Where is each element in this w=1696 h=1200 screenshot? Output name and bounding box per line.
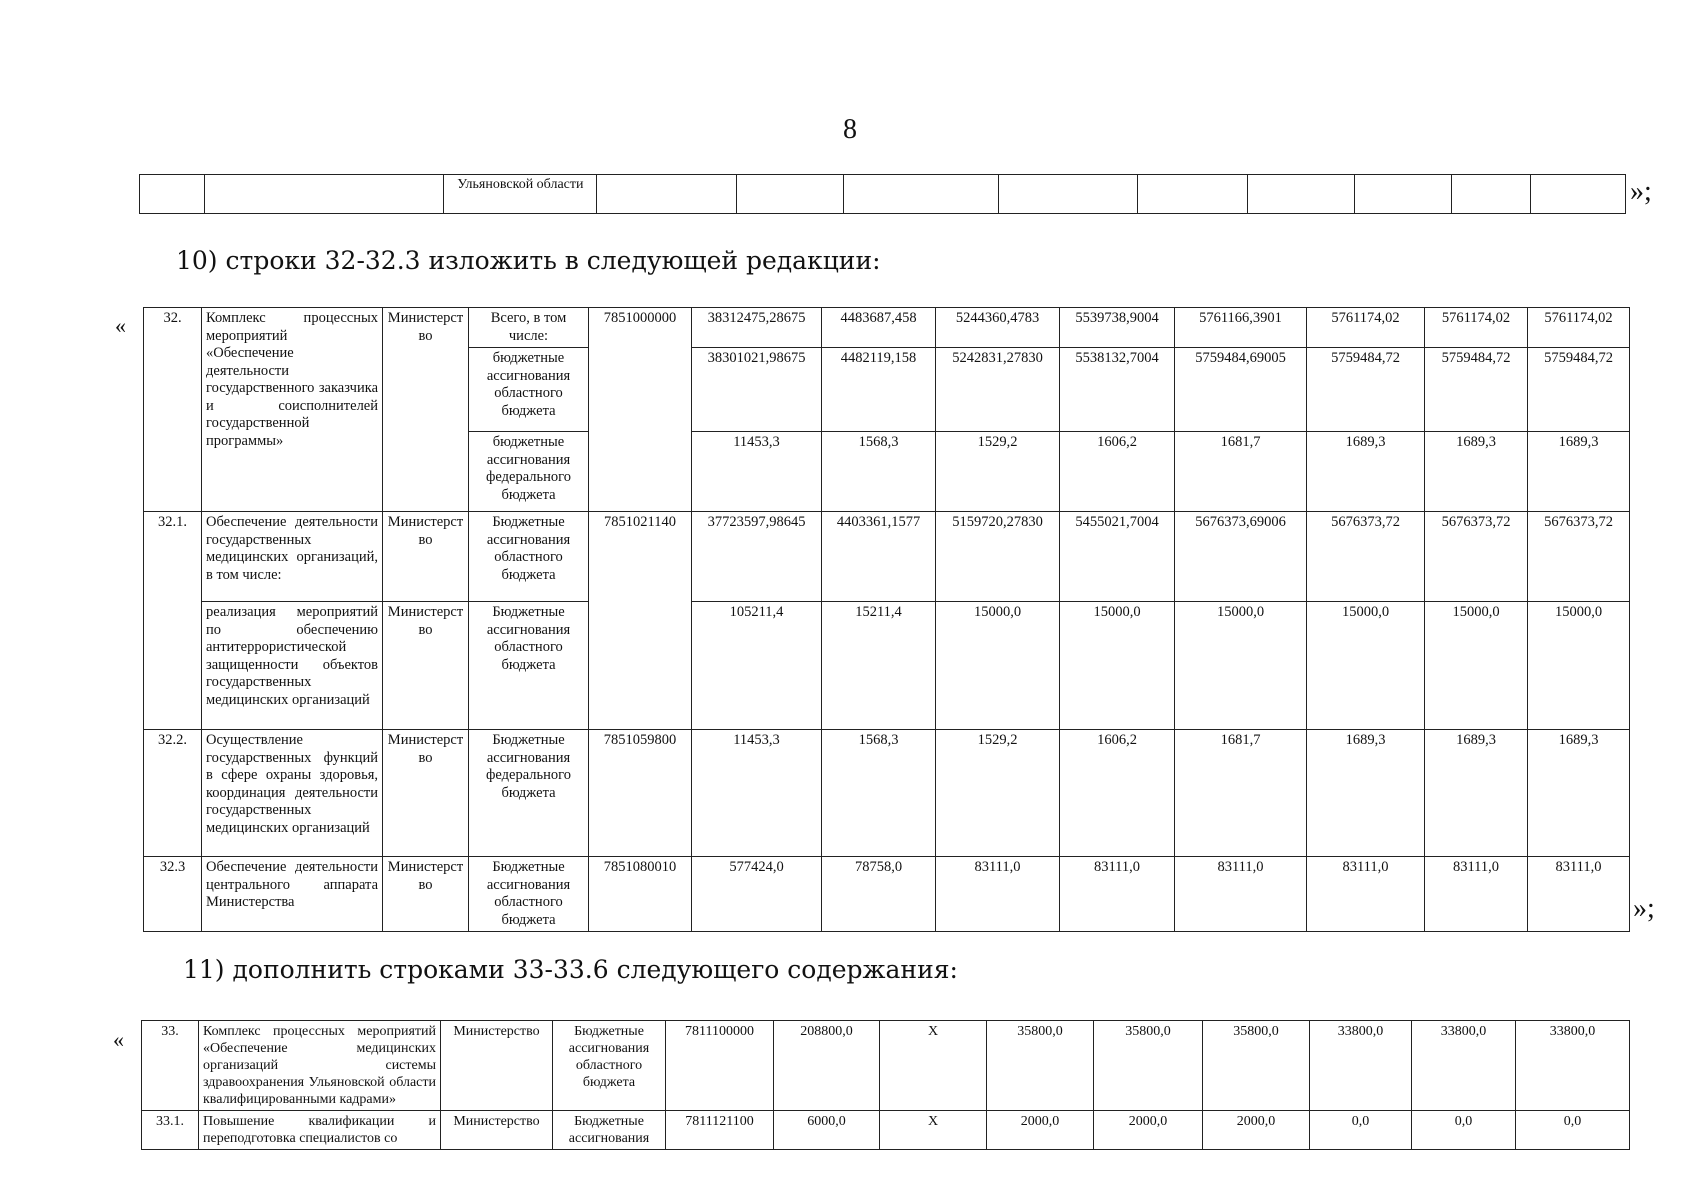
closing-quote: »; bbox=[1633, 893, 1655, 924]
table-row bbox=[144, 857, 1630, 932]
responsible-party: Министерство bbox=[383, 602, 469, 730]
row-name: Обеспечение деятельности государственных медицинских организаций, в том числе: bbox=[202, 512, 383, 602]
value-cell: 83111,0 bbox=[936, 857, 1060, 932]
value-cell: 1568,3 bbox=[822, 730, 936, 857]
value-cell: 1606,2 bbox=[1060, 432, 1175, 512]
value-cell: 1689,3 bbox=[1425, 730, 1528, 857]
source-label: бюджетные ассигнования областного бюджета bbox=[469, 348, 589, 432]
budget-code: 7811121100 bbox=[666, 1111, 774, 1150]
value-cell: 5761174,02 bbox=[1528, 308, 1630, 348]
value-cell: 1689,3 bbox=[1425, 432, 1528, 512]
value-cell: 83111,0 bbox=[1425, 857, 1528, 932]
table-row bbox=[142, 1111, 1630, 1150]
value-cell: 1529,2 bbox=[936, 730, 1060, 857]
value-cell: 15000,0 bbox=[1528, 602, 1630, 730]
value-cell: 0,0 bbox=[1516, 1111, 1630, 1150]
row-name: реализация мероприятий по обеспечению антитеррористической защищенности объектов государственных медицинских организаций bbox=[202, 602, 383, 730]
value-cell: 5244360,4783 bbox=[936, 308, 1060, 348]
source-label: бюджетные ассигнования федерального бюджета bbox=[469, 432, 589, 512]
value-cell: 1529,2 bbox=[936, 432, 1060, 512]
value-cell: 4483687,458 bbox=[822, 308, 936, 348]
source-label: Бюджетные ассигнования областного бюджета bbox=[469, 512, 589, 602]
value-cell: 577424,0 bbox=[692, 857, 822, 932]
table-row bbox=[144, 512, 1630, 602]
source-label: Всего, в том числе: bbox=[469, 308, 589, 348]
row-number: 32.2. bbox=[144, 730, 202, 857]
source-label: Бюджетные ассигнования областного бюджета bbox=[469, 602, 589, 730]
value-cell: 2000,0 bbox=[1203, 1111, 1310, 1150]
row-number: 33. bbox=[142, 1021, 199, 1111]
value-cell: 35800,0 bbox=[1203, 1021, 1310, 1111]
value-cell: 5761174,02 bbox=[1307, 308, 1425, 348]
value-cell: 38312475,28675 bbox=[692, 308, 822, 348]
row-name: Обеспечение деятельности центрального аппарата Министерства bbox=[202, 857, 383, 932]
value-cell: 15000,0 bbox=[936, 602, 1060, 730]
value-cell: 15000,0 bbox=[1175, 602, 1307, 730]
budget-code: 7851080010 bbox=[589, 857, 692, 932]
row-number: 33.1. bbox=[142, 1111, 199, 1150]
row-number: 32. bbox=[144, 308, 202, 512]
row-name: Повышение квалификации и переподготовка специалистов со bbox=[199, 1111, 441, 1150]
table-cell: Ульяновской области bbox=[444, 175, 597, 214]
row-number: 32.1. bbox=[144, 512, 202, 730]
value-cell: 1681,7 bbox=[1175, 432, 1307, 512]
responsible-party: Министерство bbox=[383, 857, 469, 932]
row-name: Осуществление государственных функций в сфере охраны здоровья, координация деятельности государственных медицинских организаций bbox=[202, 730, 383, 857]
value-cell: 5676373,72 bbox=[1528, 512, 1630, 602]
source-label: Бюджетные ассигнования федерального бюджета bbox=[469, 730, 589, 857]
table-row bbox=[140, 175, 1626, 214]
value-cell: 5242831,27830 bbox=[936, 348, 1060, 432]
budget-code: 7851059800 bbox=[589, 730, 692, 857]
value-cell: 11453,3 bbox=[692, 730, 822, 857]
value-cell: 33800,0 bbox=[1412, 1021, 1516, 1111]
value-cell: 83111,0 bbox=[1060, 857, 1175, 932]
value-cell: 0,0 bbox=[1412, 1111, 1516, 1150]
value-cell: 5676373,69006 bbox=[1175, 512, 1307, 602]
row-number: 32.3 bbox=[144, 857, 202, 932]
table-row bbox=[142, 1021, 1630, 1111]
previous-table-fragment bbox=[139, 174, 1626, 214]
section-heading-11: 11) дополнить строками 33-33.6 следующего содержания: bbox=[183, 955, 958, 984]
value-cell: 35800,0 bbox=[987, 1021, 1094, 1111]
value-cell: 4403361,1577 bbox=[822, 512, 936, 602]
value-cell: 37723597,98645 bbox=[692, 512, 822, 602]
value-cell: 15000,0 bbox=[1425, 602, 1528, 730]
source-label: Бюджетные ассигнования областного бюджета bbox=[469, 857, 589, 932]
value-cell: 83111,0 bbox=[1528, 857, 1630, 932]
value-cell: 1606,2 bbox=[1060, 730, 1175, 857]
value-cell: 33800,0 bbox=[1516, 1021, 1630, 1111]
budget-table-33 bbox=[141, 1020, 1630, 1150]
section-heading-10: 10) строки 32-32.3 изложить в следующей редакции: bbox=[176, 246, 881, 275]
row-name: Комплекс процессных мероприятий «Обеспечение медицинских организаций системы здравоохранения Ульяновской области квалифицированными кадрами» bbox=[199, 1021, 441, 1111]
value-cell: 15000,0 bbox=[1060, 602, 1175, 730]
value-cell: 15000,0 bbox=[1307, 602, 1425, 730]
value-cell: 33800,0 bbox=[1310, 1021, 1412, 1111]
opening-quote: « bbox=[115, 313, 126, 338]
closing-quote: »; bbox=[1630, 176, 1652, 207]
value-cell: 78758,0 bbox=[822, 857, 936, 932]
value-cell: 2000,0 bbox=[1094, 1111, 1203, 1150]
responsible-party: Министерство bbox=[441, 1111, 553, 1150]
value-cell: 5676373,72 bbox=[1425, 512, 1528, 602]
value-cell: 83111,0 bbox=[1307, 857, 1425, 932]
budget-code: 7811100000 bbox=[666, 1021, 774, 1111]
budget-code: 7851021140 bbox=[589, 512, 692, 730]
value-cell: 11453,3 bbox=[692, 432, 822, 512]
value-cell: 15211,4 bbox=[822, 602, 936, 730]
value-cell: 5676373,72 bbox=[1307, 512, 1425, 602]
value-cell: 5761166,3901 bbox=[1175, 308, 1307, 348]
opening-quote: « bbox=[113, 1027, 124, 1052]
source-label: Бюджетные ассигнования bbox=[553, 1111, 666, 1150]
value-cell: 1681,7 bbox=[1175, 730, 1307, 857]
value-cell: 1689,3 bbox=[1528, 432, 1630, 512]
value-cell: 1689,3 bbox=[1307, 730, 1425, 857]
value-cell: 0,0 bbox=[1310, 1111, 1412, 1150]
value-cell: 35800,0 bbox=[1094, 1021, 1203, 1111]
value-cell: 5759484,72 bbox=[1425, 348, 1528, 432]
value-cell: 5761174,02 bbox=[1425, 308, 1528, 348]
value-cell: 2000,0 bbox=[987, 1111, 1094, 1150]
table-row bbox=[144, 730, 1630, 857]
source-label: Бюджетные ассигнования областного бюджета bbox=[553, 1021, 666, 1111]
value-cell: 4482119,158 bbox=[822, 348, 936, 432]
budget-table-32 bbox=[143, 307, 1630, 932]
page-number: 8 bbox=[843, 114, 857, 145]
value-cell: 5539738,9004 bbox=[1060, 308, 1175, 348]
responsible-party: Министерство bbox=[383, 308, 469, 512]
value-cell: 1689,3 bbox=[1528, 730, 1630, 857]
value-cell: 1568,3 bbox=[822, 432, 936, 512]
value-cell: X bbox=[880, 1021, 987, 1111]
table-row bbox=[144, 308, 1630, 348]
value-cell: X bbox=[880, 1111, 987, 1150]
value-cell: 83111,0 bbox=[1175, 857, 1307, 932]
responsible-party: Министерство bbox=[441, 1021, 553, 1111]
value-cell: 5759484,72 bbox=[1307, 348, 1425, 432]
budget-code: 7851000000 bbox=[589, 308, 692, 512]
value-cell: 5455021,7004 bbox=[1060, 512, 1175, 602]
value-cell: 5159720,27830 bbox=[936, 512, 1060, 602]
value-cell: 38301021,98675 bbox=[692, 348, 822, 432]
table-row bbox=[144, 602, 1630, 730]
value-cell: 208800,0 bbox=[774, 1021, 880, 1111]
responsible-party: Министерство bbox=[383, 512, 469, 602]
responsible-party: Министерство bbox=[383, 730, 469, 857]
value-cell: 6000,0 bbox=[774, 1111, 880, 1150]
value-cell: 5538132,7004 bbox=[1060, 348, 1175, 432]
value-cell: 105211,4 bbox=[692, 602, 822, 730]
value-cell: 5759484,72 bbox=[1528, 348, 1630, 432]
row-name: Комплекс процессных мероприятий «Обеспечение деятельности государственного заказчика и соисполнителей государственной программы» bbox=[202, 308, 383, 512]
value-cell: 5759484,69005 bbox=[1175, 348, 1307, 432]
value-cell: 1689,3 bbox=[1307, 432, 1425, 512]
